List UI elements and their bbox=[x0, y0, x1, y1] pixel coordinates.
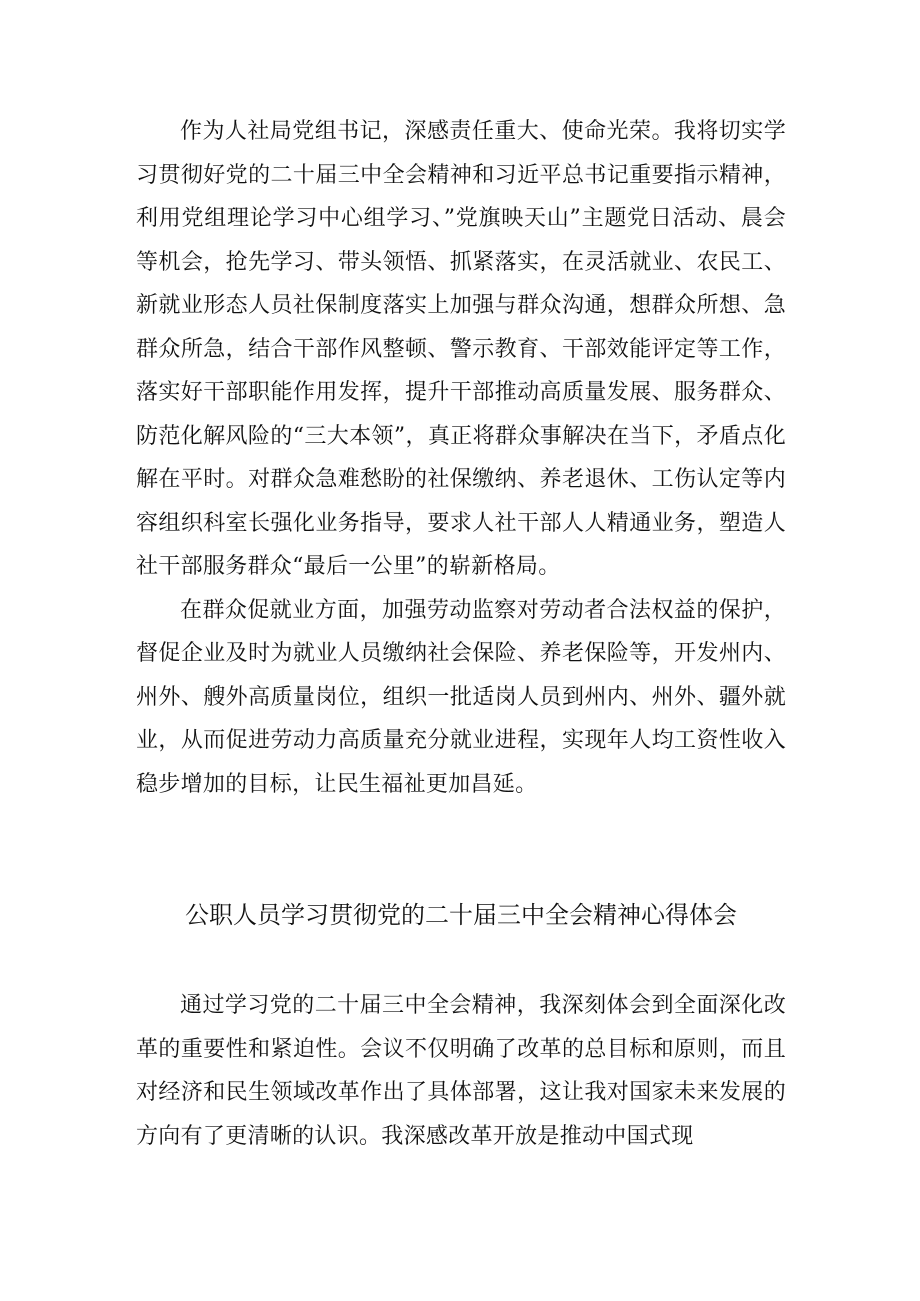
article-title: 公职人员学习贯彻党的二十届三中全会精神心得体会 bbox=[185, 901, 737, 929]
section-1-body bbox=[136, 110, 786, 806]
paragraph-reform-understanding: 通过学习党的二十届三中全会精神，我深刻体会到全面深化改革的重要性和紧迫性。会议不仅明确了改革的总目标和原则，而且对经济和民生领域改革作出了具体部署，这让我对国家未来发展的方向有了更清晰的认识。我深感改革开放是推动中国式现 bbox=[136, 993, 786, 1149]
paragraph-party-secretary-duty: 作为人社局党组书记，深感责任重大、使命光荣。我将切实学习贯彻好党的二十届三中全会精神和习近平总书记重要指示精神，利用党组理论学习中心组学习、”党旗映天山”主题党日活动、晨会等机会，抢先学习、带头领悟、抓紧落实，在灵活就业、农民工、新就业形态人员社保制度落实上加强与群众沟通，想群众所想、急群众所急，结合干部作风整顿、警示教育、干部效能评定等工作，落实好干部职能作用发挥，提升干部推动高质量发展、服务群众、防范化解风险的“三大本领”，真正将群众事解决在当下，矛盾点化解在平时。对群众急难愁盼的社保缴纳、养老退休、工伤认定等内容组织科室长强化业务指导，要求人社干部人人精通业务，塑造人社干部服务群众“最后一公里”的崭新格局。 bbox=[136, 119, 786, 579]
section-2-body bbox=[136, 984, 786, 1158]
paragraph-employment-promotion: 在群众促就业方面，加强劳动监察对劳动者合法权益的保护，督促企业及时为就业人员缴纳社会保险、养老保险等，开发州内、州外、艘外高质量岗位，组织一批适岗人员到州内、州外、疆外就业，从而促进劳动力高质量充分就业进程，实现年人均工资性收入稳步增加的目标，让民生福祉更加昌延。 bbox=[136, 597, 786, 797]
